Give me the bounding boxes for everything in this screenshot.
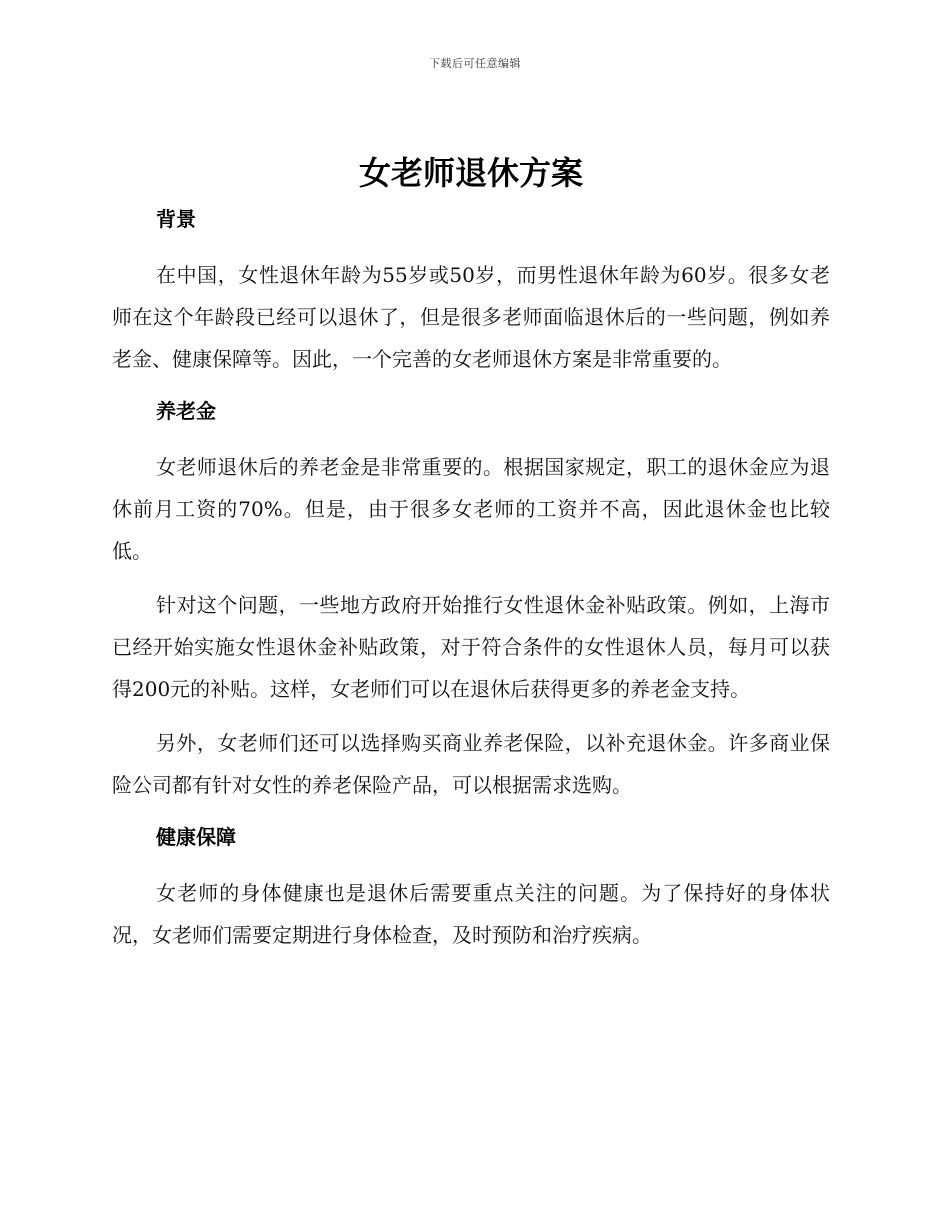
paragraph-background-1: 在中国，女性退休年龄为55岁或50岁，而男性退休年龄为60岁。很多女老师在这个年龄段已经可以退休了，但是很多老师面临退休后的一些问题，例如养老金、健康保障等。因此，一个完善的女老师退休方案是非常重要的。 bbox=[112, 263, 830, 371]
paragraph-health-1: 女老师的身体健康也是退休后需要重点关注的问题。为了保持好的身体状况，女老师们需要定期进行身体检查，及时预防和治疗疾病。 bbox=[112, 881, 830, 947]
header-note: 下载后可任意编辑 bbox=[429, 57, 521, 70]
paragraph-pension-1: 女老师退休后的养老金是非常重要的。根据国家规定，职工的退休金应为退休前月工资的70%。但是，由于很多女老师的工资并不高，因此退休金也比较低。 bbox=[112, 455, 830, 563]
document-body bbox=[112, 148, 830, 956]
paragraph-pension-2: 针对这个问题，一些地方政府开始推行女性退休金补贴政策。例如，上海市已经开始实施女性退休金补贴政策，对于符合条件的女性退休人员，每月可以获得200元的补贴。这样，女老师们可以在退休后获得更多的养老金支持。 bbox=[112, 593, 830, 701]
section-heading-health: 健康保障 bbox=[156, 825, 236, 849]
document-title: 女老师退休方案 bbox=[358, 154, 583, 192]
paragraph-pension-3: 另外，女老师们还可以选择购买商业养老保险，以补充退休金。许多商业保险公司都有针对女性的养老保险产品，可以根据需求选购。 bbox=[112, 731, 830, 797]
section-heading-pension: 养老金 bbox=[156, 399, 216, 423]
section-heading-background: 背景 bbox=[156, 207, 196, 231]
